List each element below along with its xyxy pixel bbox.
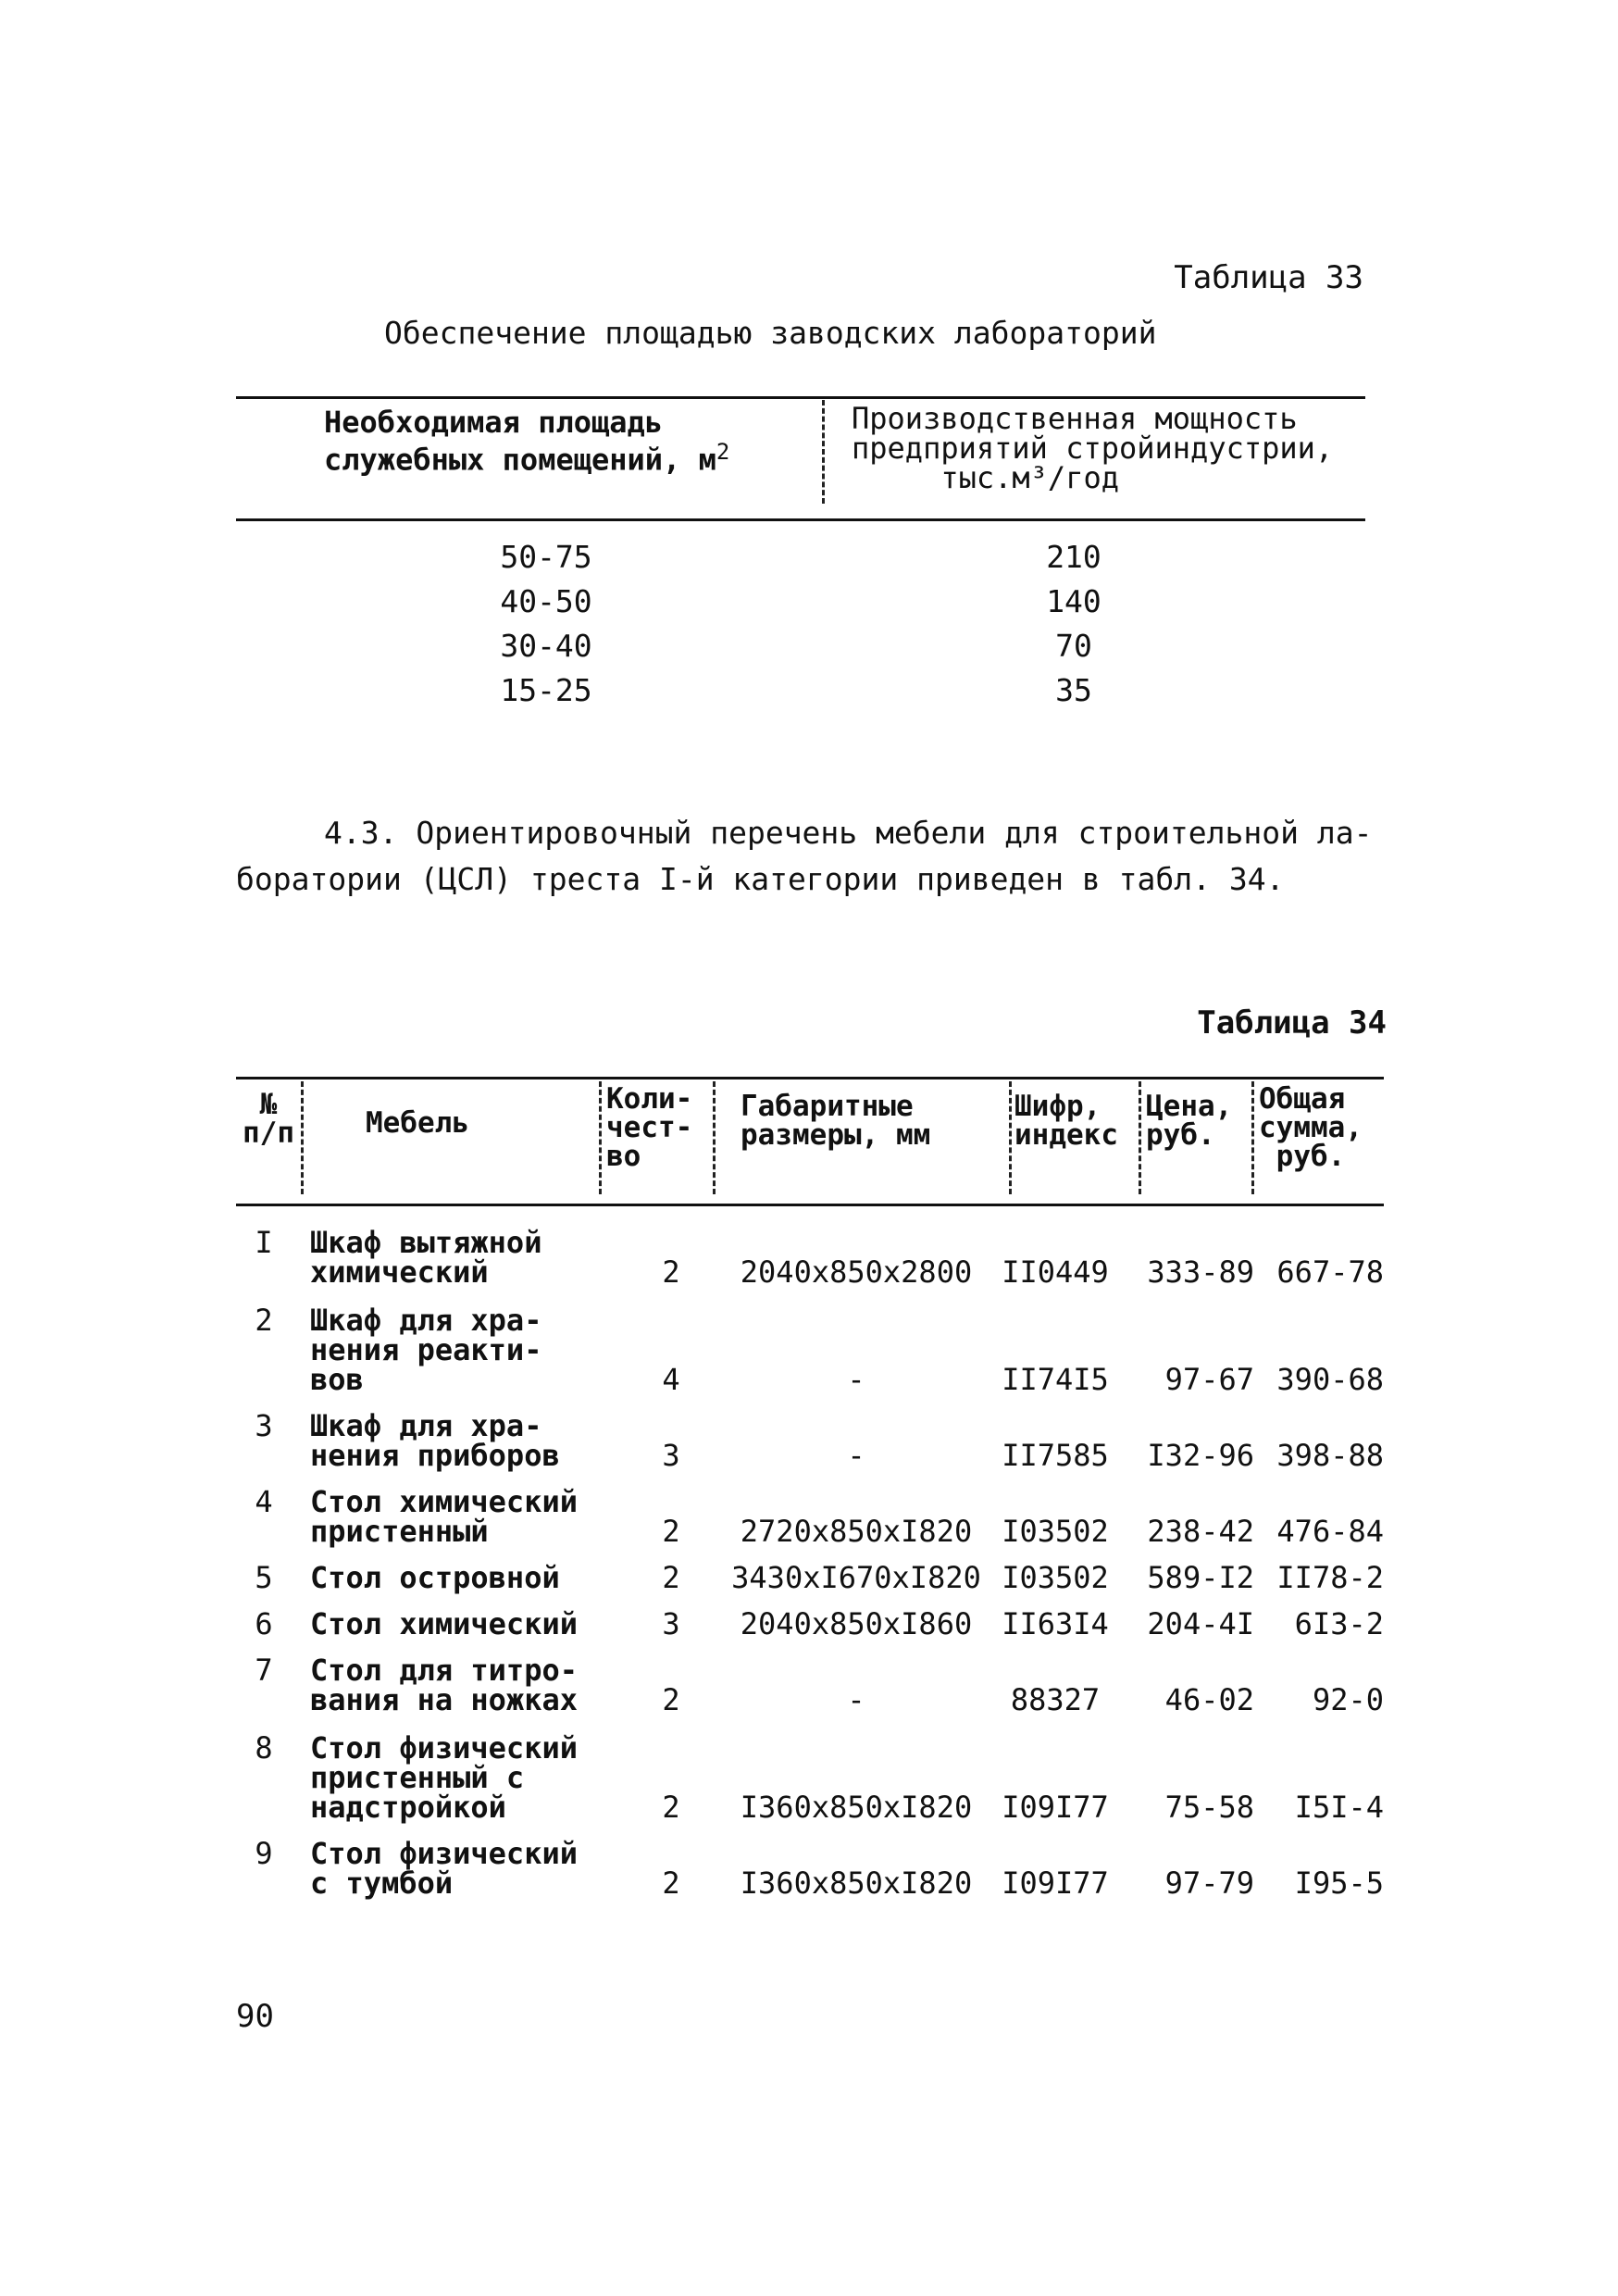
row-furniture-name: Шкаф для хра- нения реакти- вов — [310, 1303, 542, 1397]
page-number: 90 — [236, 1998, 274, 2035]
paragraph-line-2: боратории (ЦСЛ) треста I-й категории приведен в табл. 34. — [236, 861, 1285, 897]
row-quantity: 3 — [662, 1606, 680, 1641]
row-code: I03502 — [1002, 1514, 1109, 1549]
table-34-col-divider — [1251, 1081, 1254, 1194]
row-total: 6I3-2 — [1294, 1606, 1384, 1641]
table-33-capacity-cell: 70 — [1055, 628, 1092, 664]
table-33-column-divider — [822, 400, 825, 504]
row-dimensions: - — [847, 1682, 865, 1717]
row-total: 667-78 — [1276, 1254, 1384, 1290]
row-quantity: 3 — [662, 1438, 680, 1473]
row-total: 390-68 — [1276, 1362, 1384, 1397]
table-33-header-area — [324, 405, 730, 478]
row-furniture-name: Стол химический пристенный — [310, 1484, 578, 1549]
row-furniture-name: Стол химический — [310, 1606, 578, 1641]
row-number: 7 — [255, 1653, 273, 1688]
table-34-col-divider — [599, 1081, 602, 1194]
row-number: 4 — [255, 1484, 273, 1519]
row-furniture-name: Стол физический с тумбой — [310, 1836, 578, 1901]
row-price: 46-02 — [1164, 1682, 1254, 1717]
table-34-header-dims: Габаритные размеры, мм — [741, 1090, 931, 1152]
row-number: I — [255, 1225, 273, 1260]
row-number: 2 — [255, 1303, 273, 1338]
row-number: 6 — [255, 1606, 273, 1641]
row-total: II78-2 — [1276, 1560, 1384, 1595]
table-34-header-qty: Коли- чест- во — [606, 1082, 693, 1173]
table-34-header-code: Шифр, индекс — [1014, 1090, 1118, 1152]
row-quantity: 2 — [662, 1560, 680, 1595]
table-33-caption: Таблица 33 — [1174, 259, 1363, 296]
table-33-area-cell: 40-50 — [500, 583, 592, 619]
row-furniture-name: Шкаф вытяжной химический — [310, 1225, 542, 1290]
row-quantity: 2 — [662, 1254, 680, 1290]
row-number: 5 — [255, 1560, 273, 1595]
row-furniture-name: Стол островной — [310, 1560, 560, 1595]
paragraph-line-1: 4.3. Ориентировочный перечень мебели для строительной ла- — [324, 815, 1373, 851]
row-number: 3 — [255, 1408, 273, 1443]
row-dimensions: I360x850xI820 — [740, 1790, 973, 1825]
row-total: 476-84 — [1276, 1514, 1384, 1549]
row-quantity: 2 — [662, 1866, 680, 1901]
table-34-col-divider — [301, 1081, 304, 1194]
table-34-col-divider — [1139, 1081, 1141, 1194]
table-33-header-area-text: Необходимая площадь служебных помещений, м — [324, 405, 716, 478]
row-dimensions: - — [847, 1362, 865, 1397]
table-33-area-cell: 50-75 — [500, 539, 592, 575]
row-dimensions: 3430xI670xI820 — [731, 1560, 981, 1595]
row-code: II0449 — [1002, 1254, 1109, 1290]
row-quantity: 2 — [662, 1514, 680, 1549]
table-33-area-cell: 15-25 — [500, 672, 592, 708]
table-34-col-divider — [713, 1081, 716, 1194]
row-total: I5I-4 — [1294, 1790, 1384, 1825]
table-33-capacity-cell: 140 — [1046, 583, 1101, 619]
table-34-col-divider — [1009, 1081, 1012, 1194]
row-price: 238-42 — [1147, 1514, 1254, 1549]
row-code: I09I77 — [1002, 1866, 1109, 1901]
table-33-area-cell: 30-40 — [500, 628, 592, 664]
row-total: I95-5 — [1294, 1866, 1384, 1901]
row-dimensions: - — [847, 1438, 865, 1473]
table-33-header-capacity: Производственная мощность предприятий стройиндустрии, тыс.м³/год — [852, 401, 1334, 495]
row-furniture-name: Стол для титро- вания на ножках — [310, 1653, 578, 1717]
row-price: 97-79 — [1164, 1866, 1254, 1901]
row-code: I03502 — [1002, 1560, 1109, 1595]
row-code: 88327 — [1010, 1682, 1101, 1717]
row-quantity: 2 — [662, 1790, 680, 1825]
row-furniture-name: Стол физический пристенный с надстройкой — [310, 1730, 578, 1825]
row-dimensions: 2040x850x2800 — [740, 1254, 973, 1290]
table-34-header-total: Общая сумма, руб. — [1259, 1082, 1363, 1173]
table-33-capacity-cell: 35 — [1055, 672, 1092, 708]
table-33-header-area-exponent: 2 — [716, 439, 730, 465]
table-33-title: Обеспечение площадью заводских лабораторий — [384, 315, 1157, 351]
table-33-capacity-cell: 210 — [1046, 539, 1101, 575]
row-quantity: 2 — [662, 1682, 680, 1717]
row-code: II7585 — [1002, 1438, 1109, 1473]
row-dimensions: 2040x850xI860 — [740, 1606, 973, 1641]
row-price: 75-58 — [1164, 1790, 1254, 1825]
row-code: II63I4 — [1002, 1606, 1109, 1641]
row-price: 333-89 — [1147, 1254, 1254, 1290]
row-code: II74I5 — [1002, 1362, 1109, 1397]
table-34-header-num: № п/п — [243, 1088, 294, 1150]
row-price: 97-67 — [1164, 1362, 1254, 1397]
table-33-top-rule — [236, 396, 1365, 399]
row-code: I09I77 — [1002, 1790, 1109, 1825]
row-furniture-name: Шкаф для хра- нения приборов — [310, 1408, 560, 1473]
row-quantity: 4 — [662, 1362, 680, 1397]
table-34-header-price: Цена, руб. — [1146, 1090, 1233, 1152]
row-dimensions: I360x850xI820 — [740, 1866, 973, 1901]
table-34-header-furniture: Мебель — [366, 1106, 469, 1140]
table-34-top-rule — [236, 1077, 1384, 1079]
row-price: 204-4I — [1147, 1606, 1254, 1641]
row-dimensions: 2720x850xI820 — [740, 1514, 973, 1549]
row-total: 398-88 — [1276, 1438, 1384, 1473]
row-total: 92-0 — [1312, 1682, 1384, 1717]
table-34-header-rule — [236, 1204, 1384, 1206]
row-price: 589-I2 — [1147, 1560, 1254, 1595]
row-number: 9 — [255, 1836, 273, 1871]
table-33-header-rule — [236, 518, 1365, 521]
row-price: I32-96 — [1147, 1438, 1254, 1473]
row-number: 8 — [255, 1730, 273, 1766]
table-34-caption: Таблица 34 — [1197, 1004, 1387, 1042]
